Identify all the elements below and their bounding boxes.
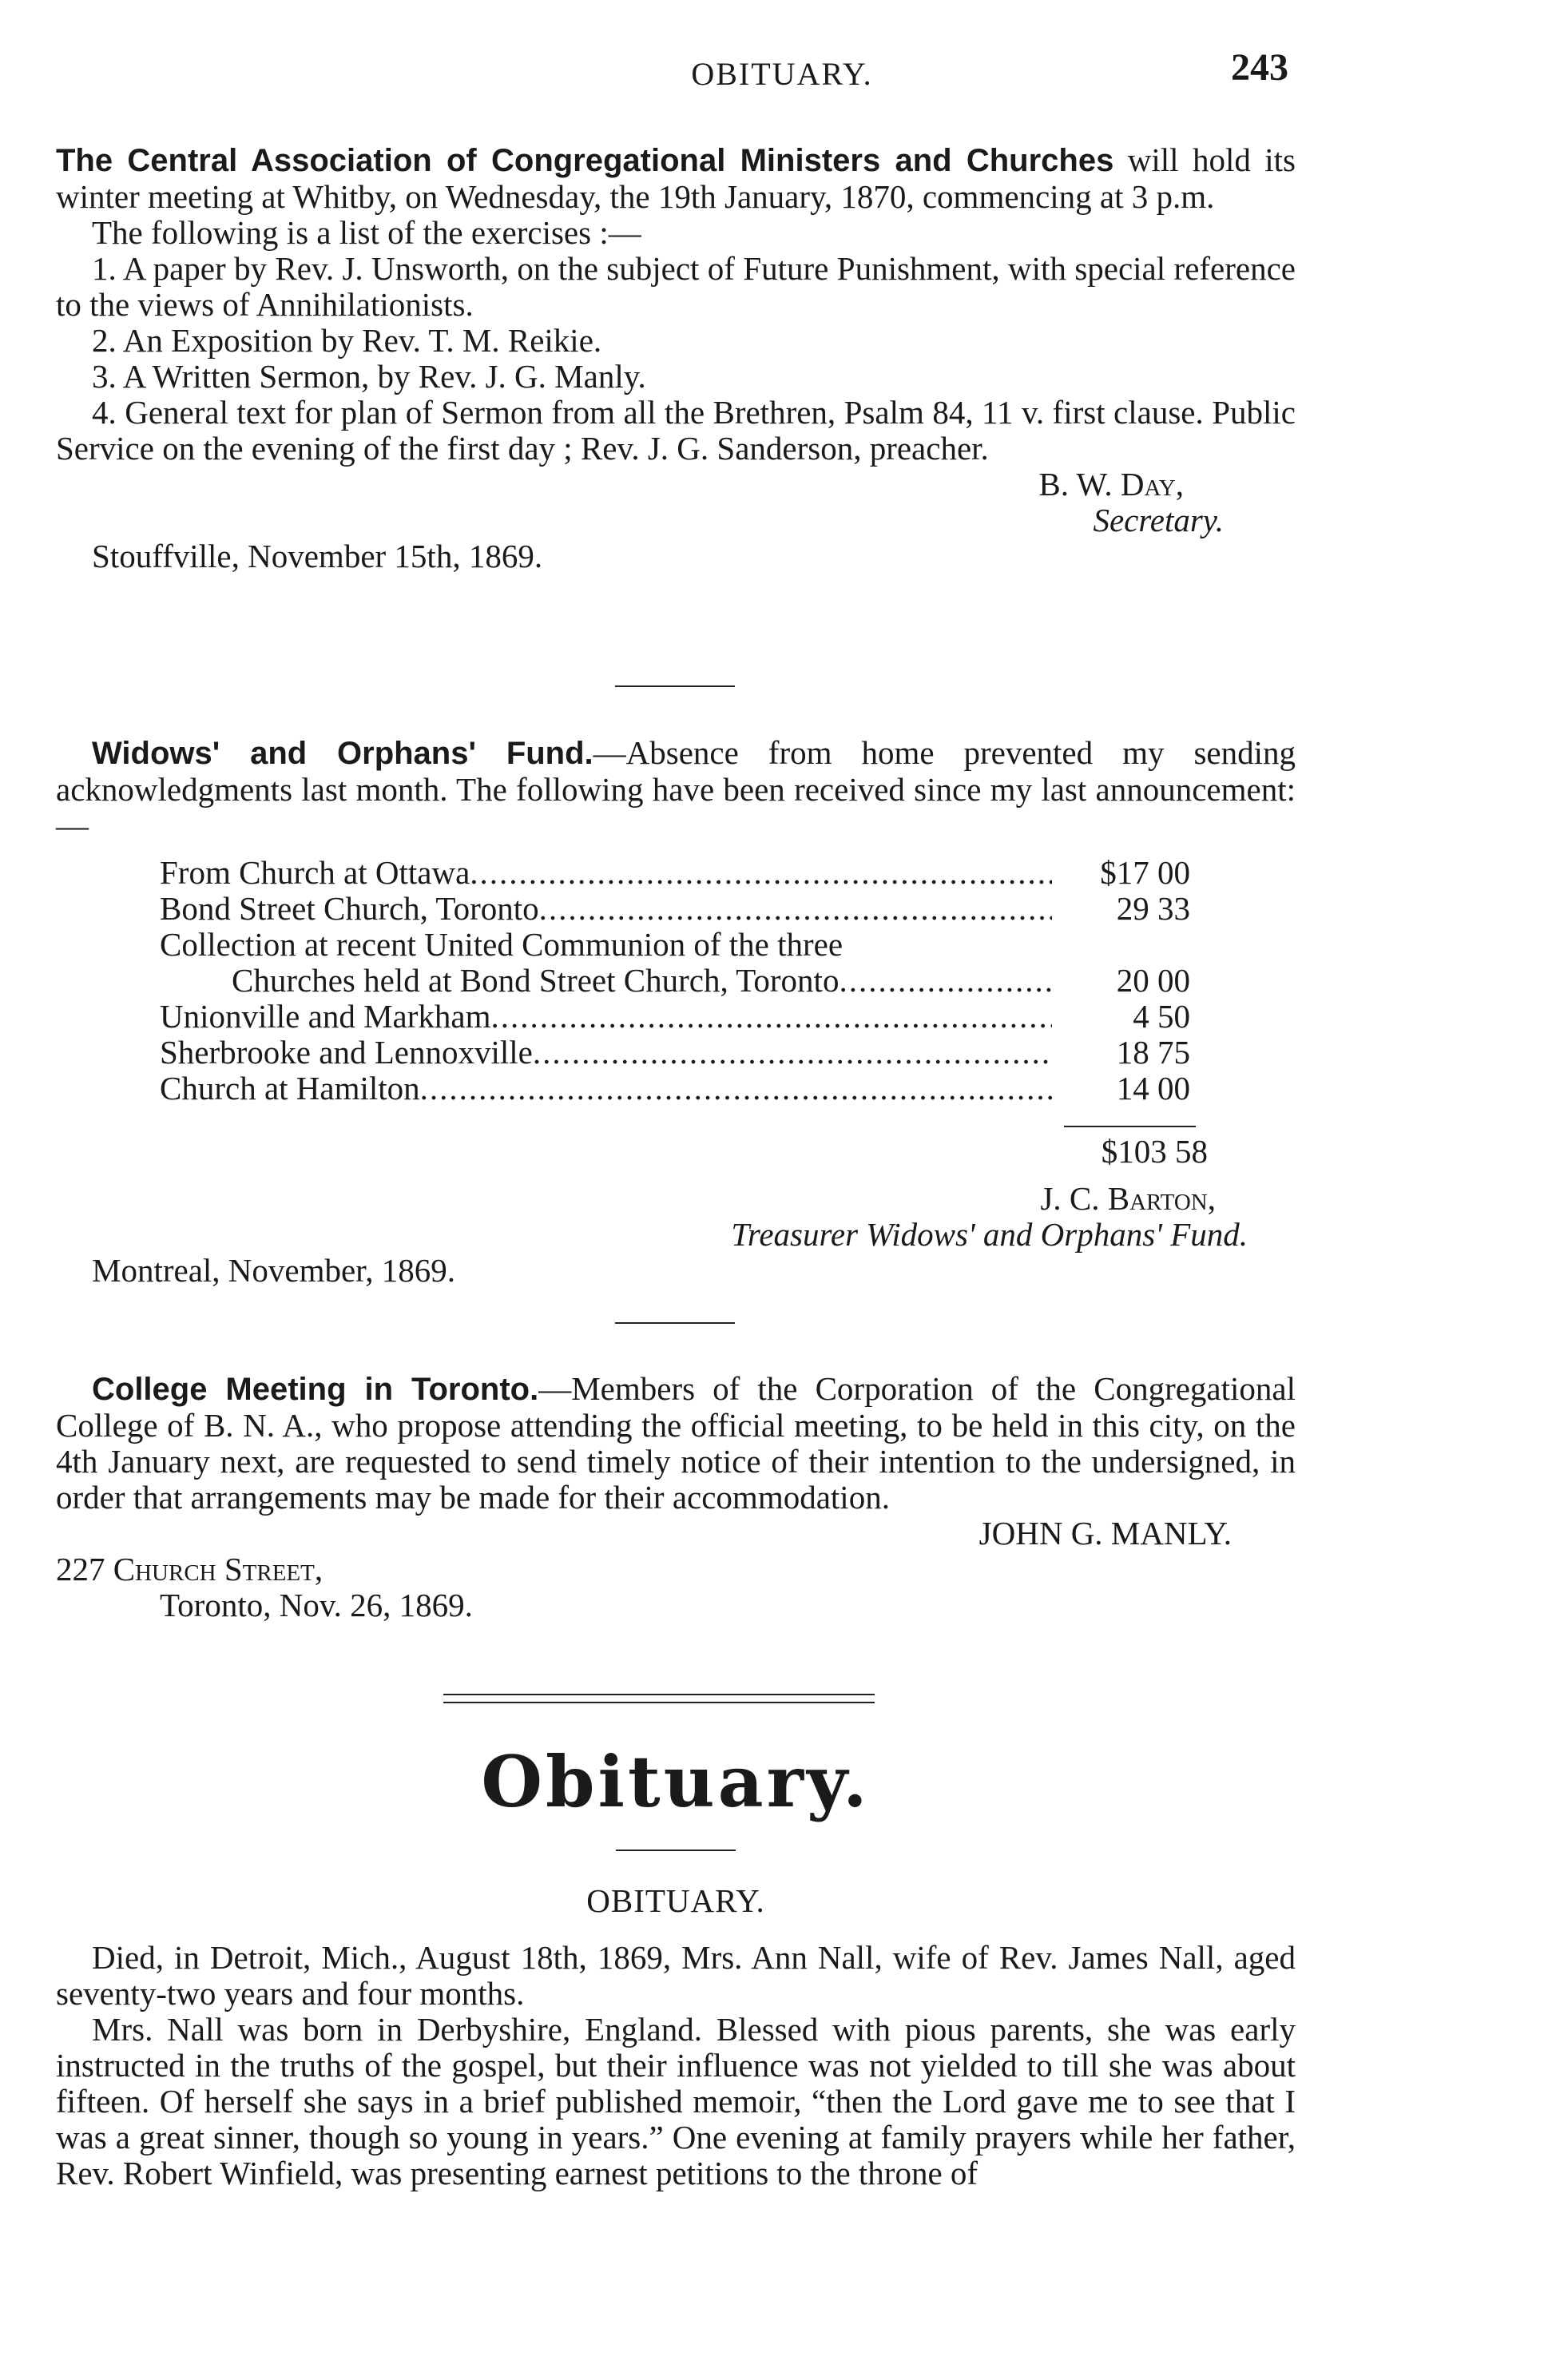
- fund-total: $103 58: [1101, 1133, 1208, 1170]
- fund-signer-name: J. C. Barton,: [1040, 1180, 1216, 1217]
- ledger-amount: 29 33: [1116, 890, 1190, 927]
- fund-place-date: Montreal, November, 1869.: [92, 1252, 455, 1289]
- association-list-intro: The following is a list of the exercises :—: [92, 214, 641, 251]
- obituary-section: [56, 1738, 1296, 2191]
- association-intro: will hold its winter meeting at Whitby, on Wednesday, the 19th January, 1870, commencing at 3 p.m.: [56, 141, 1296, 215]
- ledger-label: Sherbrooke and Lennoxville: [160, 1034, 533, 1071]
- ledger-amount: 20 00: [1116, 962, 1190, 999]
- ledger-label: Churches held at Bond Street Church, Toronto: [232, 962, 840, 999]
- college-notice: [56, 1371, 1296, 1623]
- ledger-row: [160, 999, 1190, 1035]
- college-signer: JOHN G. MANLY.: [978, 1515, 1232, 1552]
- fund-ledger: [160, 855, 1190, 1107]
- ledger-row: [160, 927, 1190, 963]
- obituary-paragraph: Mrs. Nall was born in Derbyshire, England. Blessed with pious parents, she was early instructed in the truths of the gospel, but their influence was not yielded to till she was about fifteen. Of herself she says in a brief published memoir, “then the Lord gave me to see that I was a great sinner, though so young in years.” One evening at family prayers while her father, Rev. Robert Winfield, was presenting earnest petitions to the throne of: [56, 2011, 1296, 2191]
- ledger-amount: 4 50: [1133, 998, 1190, 1035]
- association-place-date: Stouffville, November 15th, 1869.: [92, 538, 543, 574]
- ledger-label: From Church at Ottawa: [160, 854, 470, 891]
- obituary-heading: OBITUARY.: [586, 1882, 765, 1919]
- fund-intro: —Absence from home prevented my sending acknowledgments last month. The following have been received since my last announcement:—: [56, 734, 1296, 844]
- college-place-date: Toronto, Nov. 26, 1869.: [160, 1587, 473, 1623]
- college-heading: College Meeting in Toronto.: [92, 1372, 539, 1407]
- fund-signer-title: Treasurer Widows' and Orphans' Fund.: [731, 1216, 1248, 1253]
- association-signer-name: B. W. Day,: [1038, 466, 1184, 503]
- association-signer-title: Secretary.: [1093, 502, 1224, 538]
- ledger-row: [160, 963, 1190, 999]
- ledger-label: Collection at recent United Communion of the three: [160, 926, 844, 963]
- obituary-paragraph: Died, in Detroit, Mich., August 18th, 1869, Mrs. Ann Nall, wife of Rev. James Nall, aged seventy-two years and four months.: [56, 1939, 1296, 2012]
- fund-notice: [56, 735, 1296, 1289]
- ledger-label: Bond Street Church, Toronto: [160, 890, 539, 927]
- ledger-row: [160, 855, 1190, 891]
- association-item: 1. A paper by Rev. J. Unsworth, on the subject of Future Punishment, with special reference to the views of Annihilationists.: [56, 250, 1296, 323]
- association-notice: [56, 142, 1296, 574]
- double-rule: [443, 1694, 875, 1703]
- section-divider: [616, 1850, 736, 1851]
- college-body: —Members of the Corporation of the Congregational College of B. N. A., who propose attending the official meeting, to be held in this city, on the 4th January next, are requested to send timely notice of their intention to the undersigned, in order that arrangements may be made for their accommodation.: [56, 1370, 1296, 1516]
- association-item: 2. An Exposition by Rev. T. M. Reikie.: [92, 322, 602, 359]
- association-item: 4. General text for plan of Sermon from all the Brethren, Psalm 84, 11 v. first clause. Public Service on the evening of the first day ; Rev. J. G. Sanderson, preacher.: [56, 394, 1296, 467]
- ledger-label: Unionville and Markham: [160, 998, 491, 1035]
- fund-heading: Widows' and Orphans' Fund.: [92, 736, 593, 771]
- college-address: 227 Church Street,: [56, 1551, 324, 1587]
- ledger-label: Church at Hamilton: [160, 1070, 420, 1107]
- ledger-row: [160, 891, 1190, 927]
- page-number: 243: [1231, 46, 1288, 89]
- section-divider: [615, 685, 735, 687]
- association-item: 3. A Written Sermon, by Rev. J. G. Manly.: [92, 358, 646, 395]
- page-header: [0, 46, 1564, 97]
- ledger-amount: 18 75: [1116, 1034, 1190, 1071]
- section-divider: [615, 1322, 735, 1324]
- ledger-amount: $17 00: [1100, 854, 1190, 891]
- total-rule: [1064, 1126, 1196, 1127]
- ledger-row: [160, 1071, 1190, 1107]
- ledger-row: [160, 1035, 1190, 1071]
- running-head: OBITUARY.: [691, 56, 873, 92]
- association-heading: The Central Association of Congregational Ministers and Churches: [56, 143, 1114, 178]
- ledger-amount: 14 00: [1116, 1070, 1190, 1107]
- obituary-section-title: Obituary.: [481, 1740, 871, 1823]
